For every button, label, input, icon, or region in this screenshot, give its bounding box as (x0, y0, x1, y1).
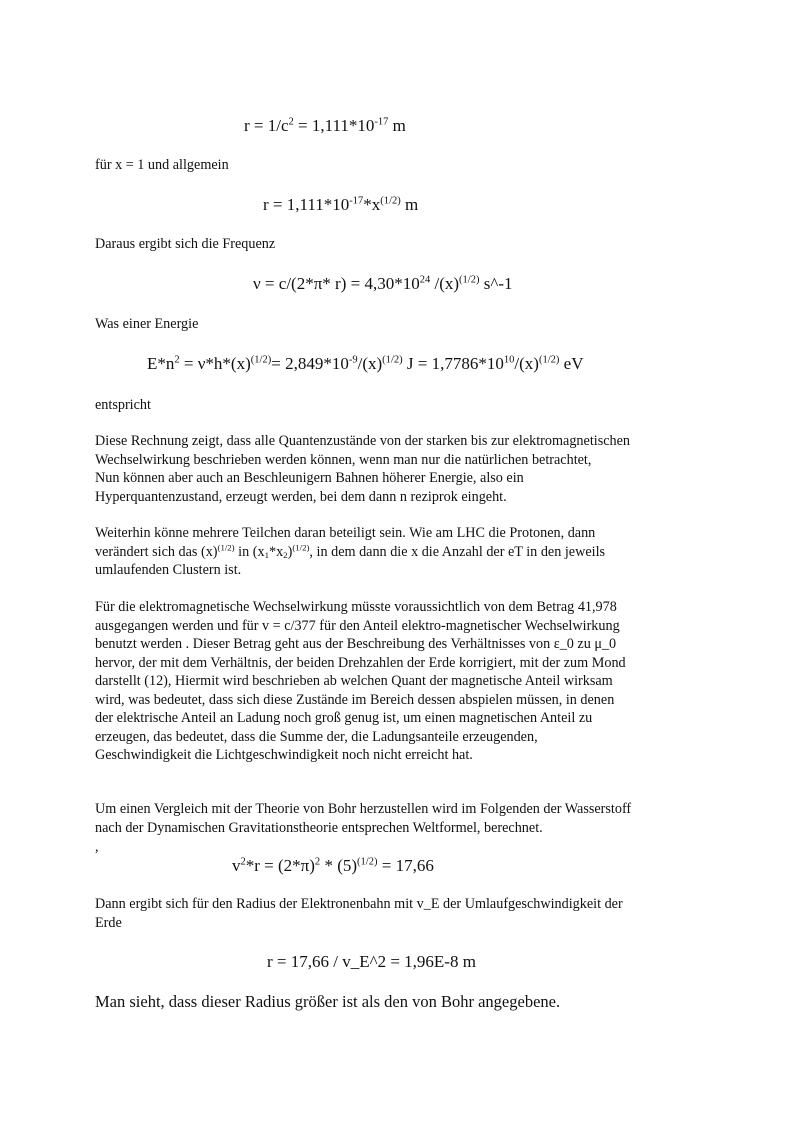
text-fuer-x: für x = 1 und allgemein (95, 157, 229, 173)
equation-radius-c: $r = 1/c^2 = 1,111*10^{-17}$ m (244, 116, 406, 135)
paragraph-elektronenbahn (95, 895, 623, 932)
equation-velocity-radius: $v^2*r = (2*\pi)^2 * (5)^{(1/2)} = 17,66$ (232, 856, 434, 875)
equation-frequency: ν = c/(2*π* $r) = 4,30*10^{24}$ $/(x)^{(1/2)}$ s^-1 (253, 274, 513, 293)
paragraph-line: ausgegangen werden und für v = c/377 für den Anteil elektro-magnetischer Wechselwirkung (95, 617, 620, 634)
paragraph-line: Erde (95, 914, 122, 931)
paragraph-line: Hyperquantenzustand, erzeugt werden, bei dem dann n reziprok eingeht. (95, 488, 507, 505)
paragraph-line: wird, was bedeutet, dass sich diese Zustände im Bereich dessen abspielen müssen, in denen (95, 691, 615, 708)
paragraph-line: Dann ergibt sich für den Radius der Elektronenbahn mit v_E der Umlaufgeschwindigkeit der (95, 896, 623, 912)
equation-energy: $E*n^2 = \nu*h*(x)^{(1/2)}= 2,849*10^{-9}/(x)^{(1/2)}$ $J = 1,7786*10^{10}/(x)^{(1/2)}$ eV (147, 354, 584, 373)
paragraph-lhc (95, 524, 605, 580)
paragraph-bohr-vergleich (95, 800, 631, 837)
paragraph-elektromagnetisch (95, 598, 626, 765)
paragraph-line: benutzt werden . Dieser Betrag geht aus der Beschreibung des Verhältnisses von ε_0 zu μ_0 (95, 636, 617, 652)
paragraph-line: Nun können aber auch an Beschleunigern Bahnen höherer Energie, also ein (95, 470, 524, 486)
paragraph-line: Weiterhin könne mehrere Teilchen daran beteiligt sein. Wie am LHC die Protonen, dann (95, 525, 596, 541)
paragraph-quantenzustaende (95, 432, 630, 506)
text-conclusion: Man sieht, dass dieser Radius größer ist als den von Bohr angegebene. (95, 992, 561, 1011)
paragraph-line: nach der Dynamischen Gravitationstheorie entsprechen Weltformel, berechnet. (95, 819, 543, 836)
stray-comma: , (95, 839, 99, 855)
equation-radius-general: $r = 1,111*10^{-17}*x^{(1/2)}$ m (263, 195, 419, 214)
text-entspricht: entspricht (95, 397, 151, 413)
paragraph-line: erzeugen, das bedeutet, dass die Summe der, die Ladungsanteile erzeugenden, (95, 728, 538, 745)
paragraph-line: Wechselwirkung beschrieben werden können, wenn man nur die natürlichen betrachtet, (95, 451, 592, 468)
paragraph-line: Für die elektromagnetische Wechselwirkung müsste voraussichtlich von dem Betrag 41,978 (95, 599, 617, 615)
paragraph-line: Geschwindigkeit die Lichtgeschwindigkeit noch nicht erreicht hat. (95, 747, 473, 763)
paragraph-line: Um einen Vergleich mit der Theorie von Bohr herzustellen wird im Folgenden der Wasserstoff (95, 801, 632, 817)
text-energie: Was einer Energie (95, 316, 199, 332)
paragraph-line: Diese Rechnung zeigt, dass alle Quantenzustände von der starken bis zur elektromagnetischen (95, 433, 631, 449)
paragraph-line: umlaufenden Clustern ist. (95, 562, 242, 578)
paragraph-line: darstellt (12), Hiermit wird beschrieben ab welchen Quant der magnetische Anteil wirksam (95, 673, 613, 689)
equation-electron-radius: r = 17,66 / v_E^2 = 1,96E-8 m (267, 952, 476, 971)
text-daraus: Daraus ergibt sich die Frequenz (95, 236, 276, 252)
paragraph-line: hervor, der mit dem Verhältnis, der beiden Drehzahlen der Erde korrigiert, mit der zum Mond (95, 654, 626, 671)
paragraph-line-formula: verändert sich das $(x)^{(1/2)}$ in $(x_1*x_2)^{(1/2)}$, in dem dann die x die Anzahl der eT in den jeweils (95, 542, 606, 560)
paragraph-line: der elektrische Anteil an Ladung noch groß genug ist, um einen magnetischen Anteil zu (95, 710, 593, 726)
